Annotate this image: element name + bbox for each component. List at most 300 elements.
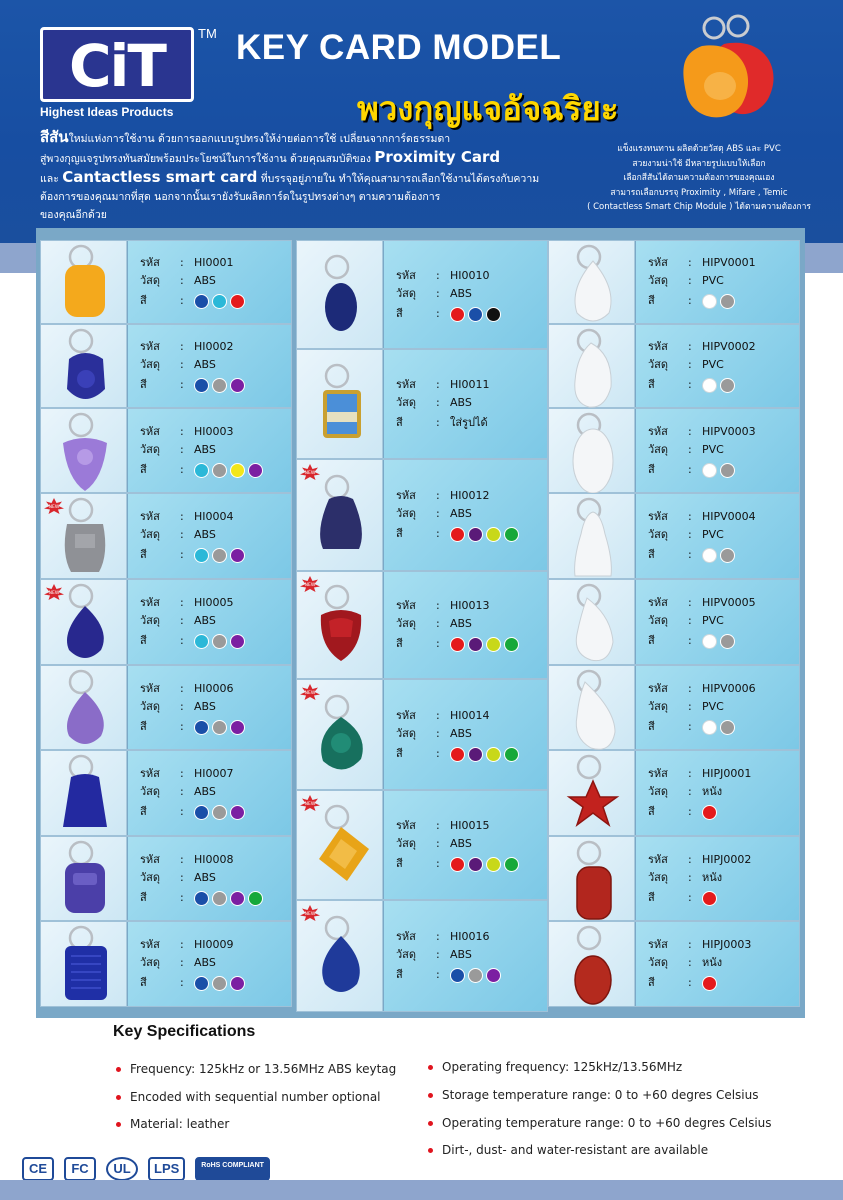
product-card — [296, 349, 548, 459]
material-row — [648, 525, 724, 543]
code-row-label: รหัส — [648, 938, 668, 951]
new-badge-icon — [299, 576, 321, 592]
color-swatch-dark-purple — [468, 527, 483, 542]
color-swatch-white — [702, 634, 717, 649]
product-info — [128, 837, 291, 920]
code-row — [648, 850, 751, 868]
intro-line — [40, 206, 460, 224]
product-info — [384, 680, 547, 789]
material-row — [396, 504, 472, 522]
page-subtitle-thai: พวงกุญแจอัจฉริยะ — [357, 89, 619, 128]
product-material: ABS — [194, 443, 216, 456]
color-row — [140, 717, 245, 735]
color-swatch-red — [450, 637, 465, 652]
product-catalog — [36, 228, 805, 1018]
product-info — [636, 241, 799, 323]
color-row-label: สี — [396, 637, 403, 650]
colon: : — [180, 528, 184, 541]
color-row-label: สี — [648, 805, 655, 818]
lps-mark-icon: LPS — [148, 1157, 185, 1181]
white-bell-keytag-icon — [553, 494, 633, 588]
product-card — [296, 900, 548, 1012]
colon: : — [436, 307, 440, 320]
ce-mark-icon: CE — [22, 1157, 54, 1181]
code-row — [140, 679, 234, 697]
color-swatches — [702, 976, 717, 991]
rohs-mark-icon: RoHS COMPLIANT — [195, 1157, 270, 1181]
spec-item: Storage temperature range: 0 to +60 degres Celsius — [442, 1088, 759, 1102]
material-row — [140, 782, 216, 800]
color-swatch-red — [450, 857, 465, 872]
product-code: HI0012 — [450, 489, 490, 502]
red-oval-leather-keytag-icon — [553, 922, 633, 1016]
product-card — [40, 324, 292, 408]
color-row-label: สี — [396, 416, 403, 429]
colon: : — [688, 871, 692, 884]
product-code: HIPV0004 — [702, 510, 756, 523]
color-swatch-lime — [486, 527, 501, 542]
material-row — [140, 697, 216, 715]
color-swatches — [702, 891, 717, 906]
product-info — [636, 922, 799, 1006]
code-row-label: รหัส — [140, 425, 160, 438]
code-row — [140, 337, 234, 355]
color-row-label: สี — [396, 857, 403, 870]
color-row — [140, 545, 245, 563]
color-row-label: สี — [140, 805, 147, 818]
new-badge-icon — [43, 498, 65, 514]
color-swatch-blue — [468, 307, 483, 322]
product-card — [40, 921, 292, 1007]
material-row-label: วัสดุ — [396, 617, 417, 630]
color-swatches — [450, 637, 519, 652]
colon: : — [180, 463, 184, 476]
white-pear-keytag-icon — [553, 325, 633, 419]
colon: : — [688, 785, 692, 798]
product-material: ABS — [450, 727, 472, 740]
color-swatch-red — [702, 976, 717, 991]
product-card — [40, 493, 292, 579]
material-row — [648, 611, 724, 629]
new-badge-icon — [299, 464, 321, 480]
code-row — [648, 337, 756, 355]
product-info — [636, 325, 799, 407]
code-row-label: รหัส — [396, 269, 416, 282]
product-photo — [297, 241, 383, 348]
ul-mark-icon: UL — [106, 1157, 138, 1181]
code-row — [140, 253, 234, 271]
product-code: HI0011 — [450, 378, 490, 391]
color-swatch-white — [702, 463, 717, 478]
intro-text: ต้องการของคุณมากที่สุด นอกจากนั้นเรายังรับผลิตการ์ดในรูปทรงต่างๆ ตามความต้องการ — [40, 191, 441, 203]
colon: : — [180, 548, 184, 561]
color-swatch-purple — [248, 463, 263, 478]
product-code: HI0006 — [194, 682, 234, 695]
color-row-label: สี — [140, 720, 147, 733]
colon: : — [436, 416, 440, 429]
product-card — [548, 324, 800, 408]
blue-bell-keytag-icon — [45, 751, 125, 845]
code-row — [140, 507, 234, 525]
color-swatches — [450, 307, 501, 322]
colon: : — [180, 853, 184, 866]
colon: : — [436, 709, 440, 722]
color-row-label: สี — [648, 976, 655, 989]
color-swatch-gray — [212, 463, 227, 478]
product-info — [128, 580, 291, 664]
color-swatch-cyan — [194, 463, 209, 478]
color-row — [648, 631, 735, 649]
product-info — [636, 494, 799, 578]
feature-line: สามารถเลือกบรรจุ Proximity , Mifare , Temic — [610, 187, 788, 198]
product-photo — [41, 409, 127, 492]
color-swatches — [450, 968, 501, 983]
color-row-label: สี — [396, 747, 403, 760]
lavender-keytag-icon — [45, 409, 125, 503]
colon: : — [436, 819, 440, 832]
color-row — [396, 304, 501, 322]
product-info — [384, 901, 547, 1011]
product-info — [636, 409, 799, 492]
colon: : — [180, 340, 184, 353]
material-row-label: วัสดุ — [396, 837, 417, 850]
color-row — [648, 375, 735, 393]
specs-title: Key Specifications — [113, 1023, 256, 1040]
colon: : — [688, 528, 692, 541]
colon: : — [436, 968, 440, 981]
colon: : — [688, 956, 692, 969]
product-photo — [549, 409, 635, 492]
material-row — [648, 782, 722, 800]
colon: : — [688, 976, 692, 989]
svg-text:NEW: NEW — [48, 591, 60, 596]
blue-ribbed-keytag-icon — [45, 922, 125, 1016]
red-leather-keytag-icon — [553, 837, 633, 931]
color-swatches — [702, 634, 735, 649]
colon: : — [436, 930, 440, 943]
product-material: หนัง — [702, 956, 723, 969]
product-info — [384, 241, 547, 348]
product-photo — [297, 901, 383, 1011]
fcc-mark-icon: FC — [64, 1157, 96, 1181]
material-row-label: วัสดุ — [648, 956, 669, 969]
color-row-label: สี — [648, 378, 655, 391]
color-swatch-blue — [194, 294, 209, 309]
product-info — [636, 837, 799, 920]
code-row — [648, 253, 756, 271]
product-card — [296, 459, 548, 571]
colon: : — [688, 358, 692, 371]
code-row — [140, 850, 234, 868]
color-swatch-purple — [230, 976, 245, 991]
spec-item: Encoded with sequential number optional — [130, 1090, 381, 1104]
product-info — [636, 751, 799, 835]
code-row-label: รหัส — [140, 853, 160, 866]
product-code: HIPV0006 — [702, 682, 756, 695]
product-material: PVC — [702, 700, 724, 713]
product-material: PVC — [702, 614, 724, 627]
color-swatch-blue — [194, 720, 209, 735]
white-teardrop-keytag-icon — [553, 241, 633, 335]
product-code: HI0005 — [194, 596, 234, 609]
white-long-keytag-icon — [553, 666, 633, 760]
violet-rect-keytag-icon — [45, 837, 125, 931]
code-row — [396, 816, 490, 834]
color-swatch-gray — [720, 720, 735, 735]
page-title: KEY CARD MODEL — [236, 28, 562, 67]
colon: : — [688, 634, 692, 647]
colon: : — [688, 443, 692, 456]
color-row — [396, 413, 488, 431]
yellow-diamond-keytag-icon — [301, 801, 381, 895]
colon: : — [688, 425, 692, 438]
product-info — [384, 460, 547, 570]
color-row — [140, 460, 263, 478]
product-photo — [297, 680, 383, 789]
product-info — [384, 572, 547, 678]
color-swatch-gray — [720, 634, 735, 649]
blue-drop-keytag-icon — [301, 912, 381, 1006]
color-row — [396, 524, 519, 542]
color-swatch-green — [504, 857, 519, 872]
code-row-label: รหัส — [648, 510, 668, 523]
color-row — [140, 888, 263, 906]
product-color-note: ใส่รูปได้ — [450, 416, 488, 429]
material-row — [396, 945, 472, 963]
product-code: HI0001 — [194, 256, 234, 269]
product-material: ABS — [450, 837, 472, 850]
color-swatch-gray — [720, 294, 735, 309]
material-row — [140, 868, 216, 886]
color-swatches — [450, 747, 519, 762]
product-photo — [549, 922, 635, 1006]
product-card — [296, 240, 548, 349]
product-material: ABS — [194, 700, 216, 713]
color-swatch-blue — [194, 378, 209, 393]
material-row-label: วัสดุ — [648, 614, 669, 627]
navy-bell-keytag-icon — [301, 471, 381, 565]
material-row-label: วัสดุ — [648, 700, 669, 713]
product-material: ABS — [194, 785, 216, 798]
color-swatches — [702, 805, 717, 820]
colon: : — [180, 720, 184, 733]
color-swatch-gray — [720, 378, 735, 393]
material-row-label: วัสดุ — [648, 528, 669, 541]
product-info — [128, 241, 291, 323]
svg-text:NEW: NEW — [304, 471, 316, 476]
material-row-label: วัสดุ — [396, 396, 417, 409]
code-row-label: รหัส — [648, 340, 668, 353]
product-card — [548, 579, 800, 665]
product-photo — [41, 241, 127, 323]
intro-description — [40, 128, 540, 224]
color-swatch-cyan — [194, 548, 209, 563]
code-row — [140, 935, 234, 953]
product-info — [636, 666, 799, 749]
product-photo — [297, 460, 383, 570]
product-photo — [297, 791, 383, 899]
colon: : — [436, 637, 440, 650]
colon: : — [688, 891, 692, 904]
colon: : — [688, 682, 692, 695]
product-card — [548, 493, 800, 579]
green-keytag-icon — [301, 691, 381, 785]
product-code: HIPV0001 — [702, 256, 756, 269]
product-photo — [549, 751, 635, 835]
material-row — [140, 440, 216, 458]
spec-item: Material: leather — [130, 1117, 230, 1131]
color-swatch-red — [450, 527, 465, 542]
intro-text: สู่พวงกุญแจรูปทรงทันสมัยพร้อมประโยชน์ในการใช้งาน ด้วยคุณสมบัติของ — [40, 153, 372, 165]
color-row-label: สี — [140, 294, 147, 307]
product-material: ABS — [194, 614, 216, 627]
code-row-label: รหัส — [140, 938, 160, 951]
intro-text: ที่บรรจุอยู่ภายใน ทำให้คุณสามารถเลือกใช้งานได้ตรงกับความ — [260, 173, 540, 185]
code-row-label: รหัส — [648, 596, 668, 609]
intro-strong: Proximity Card — [374, 148, 501, 166]
product-info — [128, 409, 291, 492]
material-row — [648, 271, 724, 289]
product-photo — [549, 494, 635, 578]
material-row — [140, 611, 216, 629]
color-swatch-black — [486, 307, 501, 322]
white-curved-keytag-icon — [553, 580, 633, 674]
color-row — [140, 631, 245, 649]
keyfob-pair-icon — [672, 14, 787, 124]
color-swatches — [702, 463, 735, 478]
product-material: ABS — [450, 507, 472, 520]
intro-line — [40, 148, 501, 168]
color-swatch-purple — [230, 634, 245, 649]
code-row — [140, 764, 234, 782]
code-row-label: รหัส — [648, 853, 668, 866]
brand-logo — [40, 27, 194, 102]
product-card — [548, 665, 800, 750]
product-code: HI0004 — [194, 510, 234, 523]
product-photo — [549, 325, 635, 407]
product-material: หนัง — [702, 785, 723, 798]
product-photo — [297, 350, 383, 458]
code-row — [396, 927, 490, 945]
product-info — [128, 666, 291, 749]
color-row — [648, 888, 717, 906]
color-row — [396, 744, 519, 762]
color-swatches — [450, 527, 519, 542]
product-card — [548, 836, 800, 921]
color-swatch-gray — [212, 976, 227, 991]
colon: : — [436, 269, 440, 282]
code-row — [648, 422, 756, 440]
product-code: HIPJ0001 — [702, 767, 752, 780]
color-swatch-lime — [486, 857, 501, 872]
code-row-label: รหัส — [396, 599, 416, 612]
code-row-label: รหัส — [648, 767, 668, 780]
colon: : — [436, 727, 440, 740]
color-swatch-green — [504, 747, 519, 762]
colon: : — [180, 378, 184, 391]
product-photo — [41, 325, 127, 407]
colon: : — [436, 747, 440, 760]
product-material: ABS — [194, 528, 216, 541]
product-photo — [549, 580, 635, 664]
color-swatch-gray — [720, 463, 735, 478]
colon: : — [180, 425, 184, 438]
color-row — [140, 291, 245, 309]
material-row-label: วัสดุ — [648, 274, 669, 287]
product-photo — [41, 922, 127, 1006]
colon: : — [436, 489, 440, 502]
color-swatches — [194, 720, 245, 735]
material-row — [140, 355, 216, 373]
colon: : — [180, 596, 184, 609]
product-card — [296, 679, 548, 790]
product-material: PVC — [702, 443, 724, 456]
colon: : — [436, 507, 440, 520]
colon: : — [688, 767, 692, 780]
color-swatch-dark-purple — [468, 637, 483, 652]
color-swatches — [194, 805, 245, 820]
product-photo — [41, 751, 127, 835]
material-row — [396, 834, 472, 852]
lilac-drop-keytag-icon — [45, 666, 125, 760]
code-row-label: รหัส — [140, 256, 160, 269]
color-swatch-red — [450, 747, 465, 762]
product-photo — [549, 666, 635, 749]
product-code: HIPV0002 — [702, 340, 756, 353]
colon: : — [436, 948, 440, 961]
svg-text:NEW: NEW — [48, 505, 60, 510]
product-card — [40, 750, 292, 836]
code-row-label: รหัส — [648, 256, 668, 269]
feature-line: สวยงามน่าใช้ มีหลายรูปแบบให้เลือก — [632, 158, 766, 169]
product-code: HI0013 — [450, 599, 490, 612]
colon: : — [688, 463, 692, 476]
colon: : — [688, 294, 692, 307]
color-swatch-yellow — [230, 463, 245, 478]
product-card — [40, 408, 292, 493]
colon: : — [180, 976, 184, 989]
colon: : — [436, 599, 440, 612]
product-material: PVC — [702, 358, 724, 371]
product-material: ABS — [194, 274, 216, 287]
product-code: HIPV0003 — [702, 425, 756, 438]
intro-line — [40, 188, 460, 206]
color-row — [396, 965, 501, 983]
material-row — [396, 724, 472, 742]
intro-text: และ — [40, 173, 59, 185]
color-row — [648, 802, 717, 820]
material-row-label: วัสดุ — [140, 614, 161, 627]
trademark-mark: TM — [198, 26, 217, 41]
material-row — [140, 953, 216, 971]
product-info — [384, 350, 547, 458]
color-row-label: สี — [140, 548, 147, 561]
color-swatch-gray — [212, 378, 227, 393]
color-swatch-cyan — [212, 294, 227, 309]
material-row-label: วัสดุ — [396, 727, 417, 740]
product-material: ABS — [450, 287, 472, 300]
product-material: ABS — [194, 358, 216, 371]
colon: : — [436, 837, 440, 850]
product-material: PVC — [702, 528, 724, 541]
feature-line: ( Contactless Smart Chip Module ) ได้ตามความต้องการ — [587, 202, 811, 212]
color-row-label: สี — [396, 527, 403, 540]
spec-item: Operating frequency: 125kHz/13.56MHz — [442, 1060, 683, 1074]
spec-item: Operating temperature range: 0 to +60 degres Celsius — [442, 1116, 772, 1130]
product-code: HIPV0005 — [702, 596, 756, 609]
material-row-label: วัสดุ — [648, 871, 669, 884]
svg-text:NEW: NEW — [304, 912, 316, 917]
